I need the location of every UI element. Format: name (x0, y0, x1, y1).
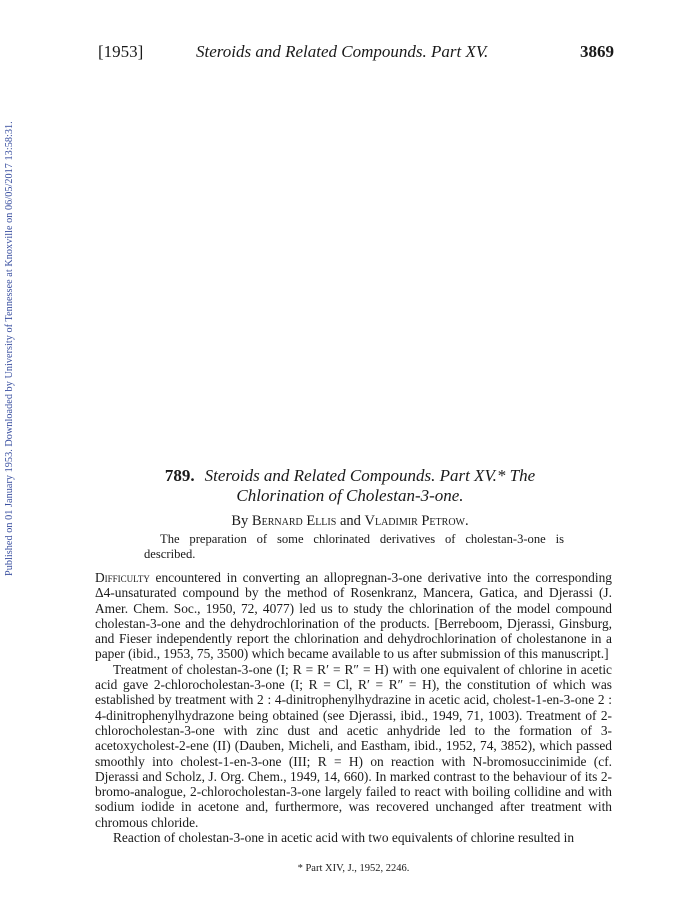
title-line-1: Steroids and Related Compounds. Part XV.* The (204, 466, 536, 485)
download-notice-text: Published on 01 January 1953. Downloaded by University of Tennessee at Knoxville on 06/05/2017 13:58:31. (4, 121, 15, 576)
abstract (144, 532, 564, 562)
byline (118, 513, 582, 530)
title-line-2: Chlorination of Cholestan-3-one. (236, 486, 464, 505)
article-number: 789. (164, 466, 195, 485)
byline-and: and (339, 513, 361, 529)
abstract-text: The preparation of some chlorinated derivatives of cholestan-3-one is described. (144, 532, 564, 561)
paragraph-3: Reaction of cholestan-3-one in acetic acid with two equivalents of chlorine resulted in (113, 830, 575, 846)
author-2: Vladimir Petrow. (364, 513, 469, 529)
author-1: Bernard Ellis (251, 513, 337, 529)
paragraph-1-lead: Difficulty (95, 570, 150, 585)
article-body (95, 570, 612, 845)
footnote: * Part XIV, J., 1952, 2246. (297, 863, 410, 874)
header-running-title: Steroids and Related Compounds. Part XV. (196, 42, 489, 61)
article-title (118, 466, 582, 506)
paragraph-2: Treatment of cholestan-3-one (I; R = R′ = R″ = H) with one equivalent of chlorine in acetic acid gave 2-chlorocholestan-3-one (I; R = Cl, R′ = R″ = H), the constitution of which was established by treatment with 2 : 4-dinitrophenylhydrazine in acetic acid, cholest-1-en-3-one 2 : 4-dinitrophenylhydrazone being obtained (see Djerassi, ibid., 1949, 71, 1003). Treatment of 2-chlorocholestan-3-one with zinc dust and acetic anhydride led to the formation of 3-acetoxycholest-2-ene (II) (Dauben, Micheli, and Eastham, ibid., 1952, 74, 3852), which passed smoothly into cholest-1-en-3-one (III; R = H) on reaction with N-bromosuccinimide (cf. Djerassi and Scholz, J. Org. Chem., 1949, 14, 660). In marked contrast to the behaviour of its 2-bromo-analogue, 2-chlorocholestan-3-one largely failed to react with boiling collidine and with sodium iodide in acetone and, furthermore, was recovered unchanged after treatment with chromous chloride. (95, 661, 612, 830)
byline-by: By (231, 513, 249, 529)
download-notice (2, 96, 18, 576)
paragraph-1-text: encountered in converting an allopregnan-3-one derivative into the corresponding Δ4-unsaturated compound by the method of Rosenkranz, Mancera, Gatica, and Djerassi (J. Amer. Chem. Soc., 1950, 72, 4077) led us to study the chlorination of the model compound cholestan-3-one and the dehydrochlorination of the products. [Berreboom, Djerassi, Ginsburg, and Fieser independently report the chlorination and dehydrochlorination of cholestanone in a paper (ibid., 1953, 75, 3500) which became available to us after submission of this manuscript.] (95, 570, 612, 662)
header-year: [1953] (98, 42, 144, 61)
running-header (98, 42, 614, 62)
header-page-number: 3869 (580, 42, 614, 61)
paragraph-1 (95, 570, 612, 662)
